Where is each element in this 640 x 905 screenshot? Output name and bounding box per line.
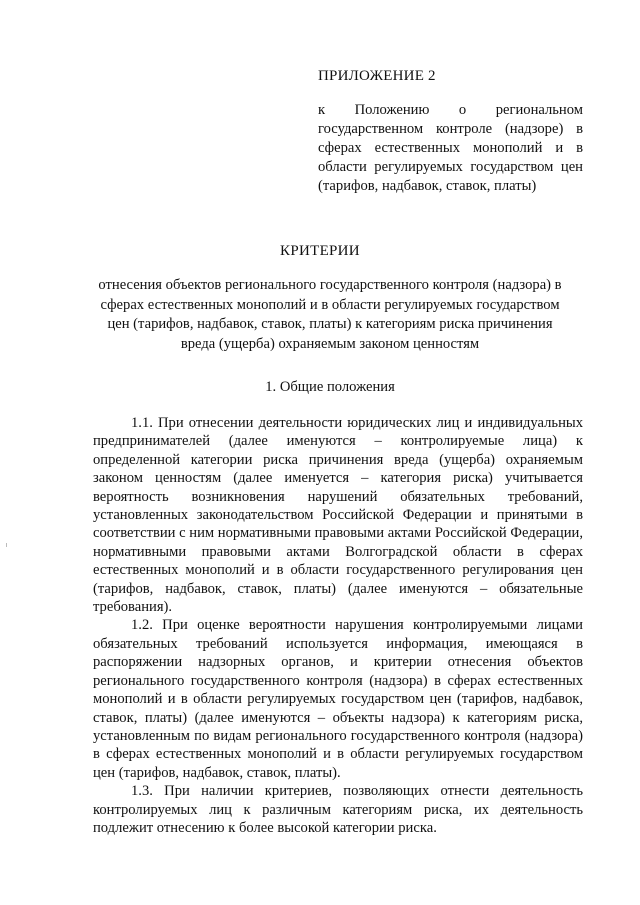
- document-subtitle: отнесения объектов регионального государственного контроля (надзора) в сферах естественных монополий и в области регулируемых государством цен (тарифов, надбавок, ставок, платы) к категориям риска причинения вреда (ущерба) охраняемым законом ценностям: [98, 277, 562, 352]
- scan-margin-mark: [6, 543, 7, 547]
- paragraph-1-1: 1.1. При отнесении деятельности юридических лиц и индивидуальных предпринимателей (далее именуются – контролируемые лица) к определенной категории риска причинения вреда (ущерба) охраняемым законом ценностям (далее именуется – категория риска) учитывается вероятность возникновения нарушений обязательных требований, установленных законодательством Российской Федерации и принятыми в соответствии с ним нормативными правовыми актами Российской Федерации, нормативными правовыми актами Волгоградской области в сферах естественных монополий и в области государственного регулирования цен (тарифов, надбавок, ставок, платы) (далее именуются – обязательные требования).: [93, 415, 583, 616]
- section-heading: 1. Общие положения: [265, 379, 395, 395]
- paragraph-1-2: 1.2. При оценке вероятности нарушения контролируемыми лицами обязательных требований используется информация, имеющаяся в распоряжении надзорных органов, и критерии отнесения объектов регионального государственного контроля (надзора) в сферах естественных монополий и в области регулируемых государством цен (тарифов, надбавок, ставок, платы) (далее именуются – объекты надзора) к категориям риска, установленным по видам регионального государственного контроля (надзора) в сферах естественных монополий и в области регулируемых государством цен (тарифов, надбавок, ставок, платы).: [93, 617, 583, 781]
- section-body: [93, 414, 583, 837]
- document-title: КРИТЕРИИ: [280, 243, 360, 259]
- paragraph-1-3: 1.3. При наличии критериев, позволяющих отнести деятельность контролируемых лиц к различным категориям риска, их деятельность подлежит отнесению к более высокой категории риска.: [93, 783, 583, 836]
- appendix-reference: к Положению о региональном государственном контроле (надзоре) в сферах естественных монополий и в области регулируемых государством цен (тарифов, надбавок, ставок, платы): [318, 102, 583, 194]
- appendix-title: ПРИЛОЖЕНИЕ 2: [318, 68, 436, 84]
